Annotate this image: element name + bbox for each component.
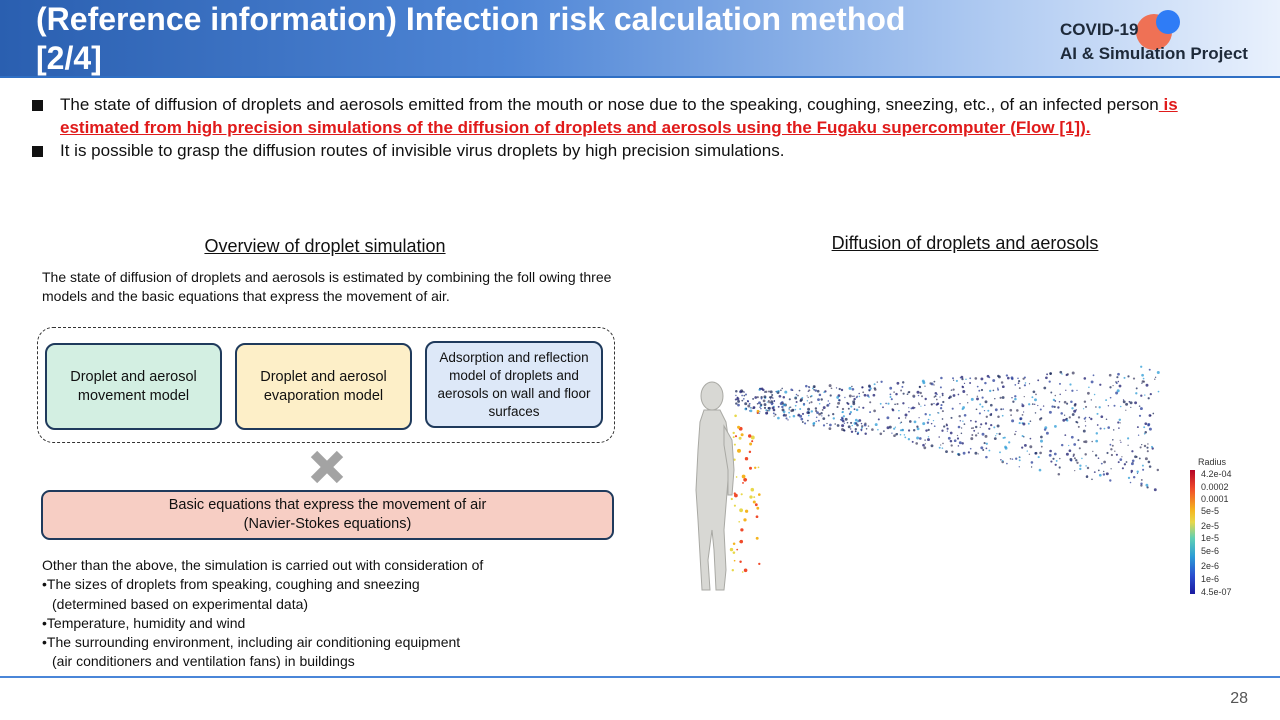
list-item: •The surrounding environment, including air conditioning equipment bbox=[42, 634, 461, 651]
other-intro: Other than the above, the simulation is carried out with consideration of bbox=[42, 557, 484, 573]
logo-line1: COVID-19 bbox=[1060, 20, 1139, 39]
slide-title: (Reference information) Infection risk calculation method [2/4] bbox=[36, 1, 906, 76]
scale-label: 1e-6 bbox=[1201, 574, 1220, 584]
scale-label: 1e-5 bbox=[1201, 533, 1220, 543]
scale-label: 0.0002 bbox=[1201, 482, 1229, 492]
diffusion-heading: Diffusion of droplets and aerosols bbox=[831, 233, 1099, 253]
square-bullet-icon bbox=[32, 146, 43, 157]
scale-label: 4.5e-07 bbox=[1201, 587, 1232, 597]
overview-heading: Overview of droplet simulation bbox=[204, 236, 446, 256]
evaporation-model-box bbox=[235, 343, 412, 430]
bullet-list bbox=[30, 93, 1230, 162]
bullet-1-text: The state of diffusion of droplets and aerosols emitted from the mouth or nose due to the speaking, coughing, sneezing, etc., of an infected person bbox=[60, 95, 1159, 114]
bullet-1-highlight: is estimated from high precision simulations of the diffusion of droplets and aerosols using the Fugaku supercomputer (Flow [1]). bbox=[60, 95, 1178, 137]
logo-line2: AI & Simulation Project bbox=[1060, 44, 1248, 63]
combine-x-icon bbox=[306, 446, 348, 488]
adsorption-model-label: Adsorption and reflection model of droplets and aerosols on wall and floor surfaces bbox=[437, 349, 591, 419]
list-item-continuation: (air conditioners and ventilation fans) in buildings bbox=[52, 653, 355, 670]
footer-divider bbox=[0, 676, 1280, 678]
other-considerations bbox=[42, 556, 612, 672]
overview-description: The state of diffusion of droplets and aerosols is estimated by combining the foll owing three models and the basic equations that express the movement of air. bbox=[42, 269, 612, 304]
page-number: 28 bbox=[1230, 690, 1248, 707]
bullet-item-2 bbox=[30, 139, 1230, 162]
list-item: •The sizes of droplets from speaking, coughing and sneezing bbox=[42, 576, 420, 593]
movement-model-label: Droplet and aerosol movement model bbox=[70, 368, 197, 404]
navier-stokes-label: (Navier-Stokes equations) bbox=[243, 516, 412, 532]
bullet-2-text: It is possible to grasp the diffusion routes of invisible virus droplets by high precision simulations. bbox=[60, 141, 785, 160]
bullet-item-1 bbox=[30, 93, 1230, 139]
scale-title: Radius bbox=[1198, 457, 1227, 467]
evaporation-model-label: Droplet and aerosol evaporation model bbox=[260, 368, 387, 404]
square-bullet-icon bbox=[32, 100, 43, 111]
droplet-simulation-image bbox=[690, 330, 1170, 595]
droplet-cloud bbox=[729, 366, 1160, 573]
radius-color-scale bbox=[1190, 470, 1195, 594]
scale-label: 0.0001 bbox=[1201, 494, 1229, 504]
list-item-continuation: (determined based on experimental data) bbox=[52, 595, 309, 612]
adsorption-model-box bbox=[425, 341, 603, 428]
scale-label: 5e-5 bbox=[1201, 506, 1220, 516]
human-figure bbox=[696, 382, 734, 590]
logo-circle-blue bbox=[1156, 10, 1180, 34]
scale-label: 2e-5 bbox=[1201, 521, 1220, 531]
scale-label: 2e-6 bbox=[1201, 561, 1220, 571]
scale-label: 4.2e-04 bbox=[1201, 469, 1232, 479]
scale-label: 5e-6 bbox=[1201, 546, 1220, 556]
basic-equations-box bbox=[41, 490, 614, 540]
basic-equations-label: Basic equations that express the movement of air bbox=[168, 497, 487, 513]
project-logo bbox=[1060, 10, 1275, 70]
movement-model-box bbox=[45, 343, 222, 430]
list-item: •Temperature, humidity and wind bbox=[42, 614, 246, 631]
